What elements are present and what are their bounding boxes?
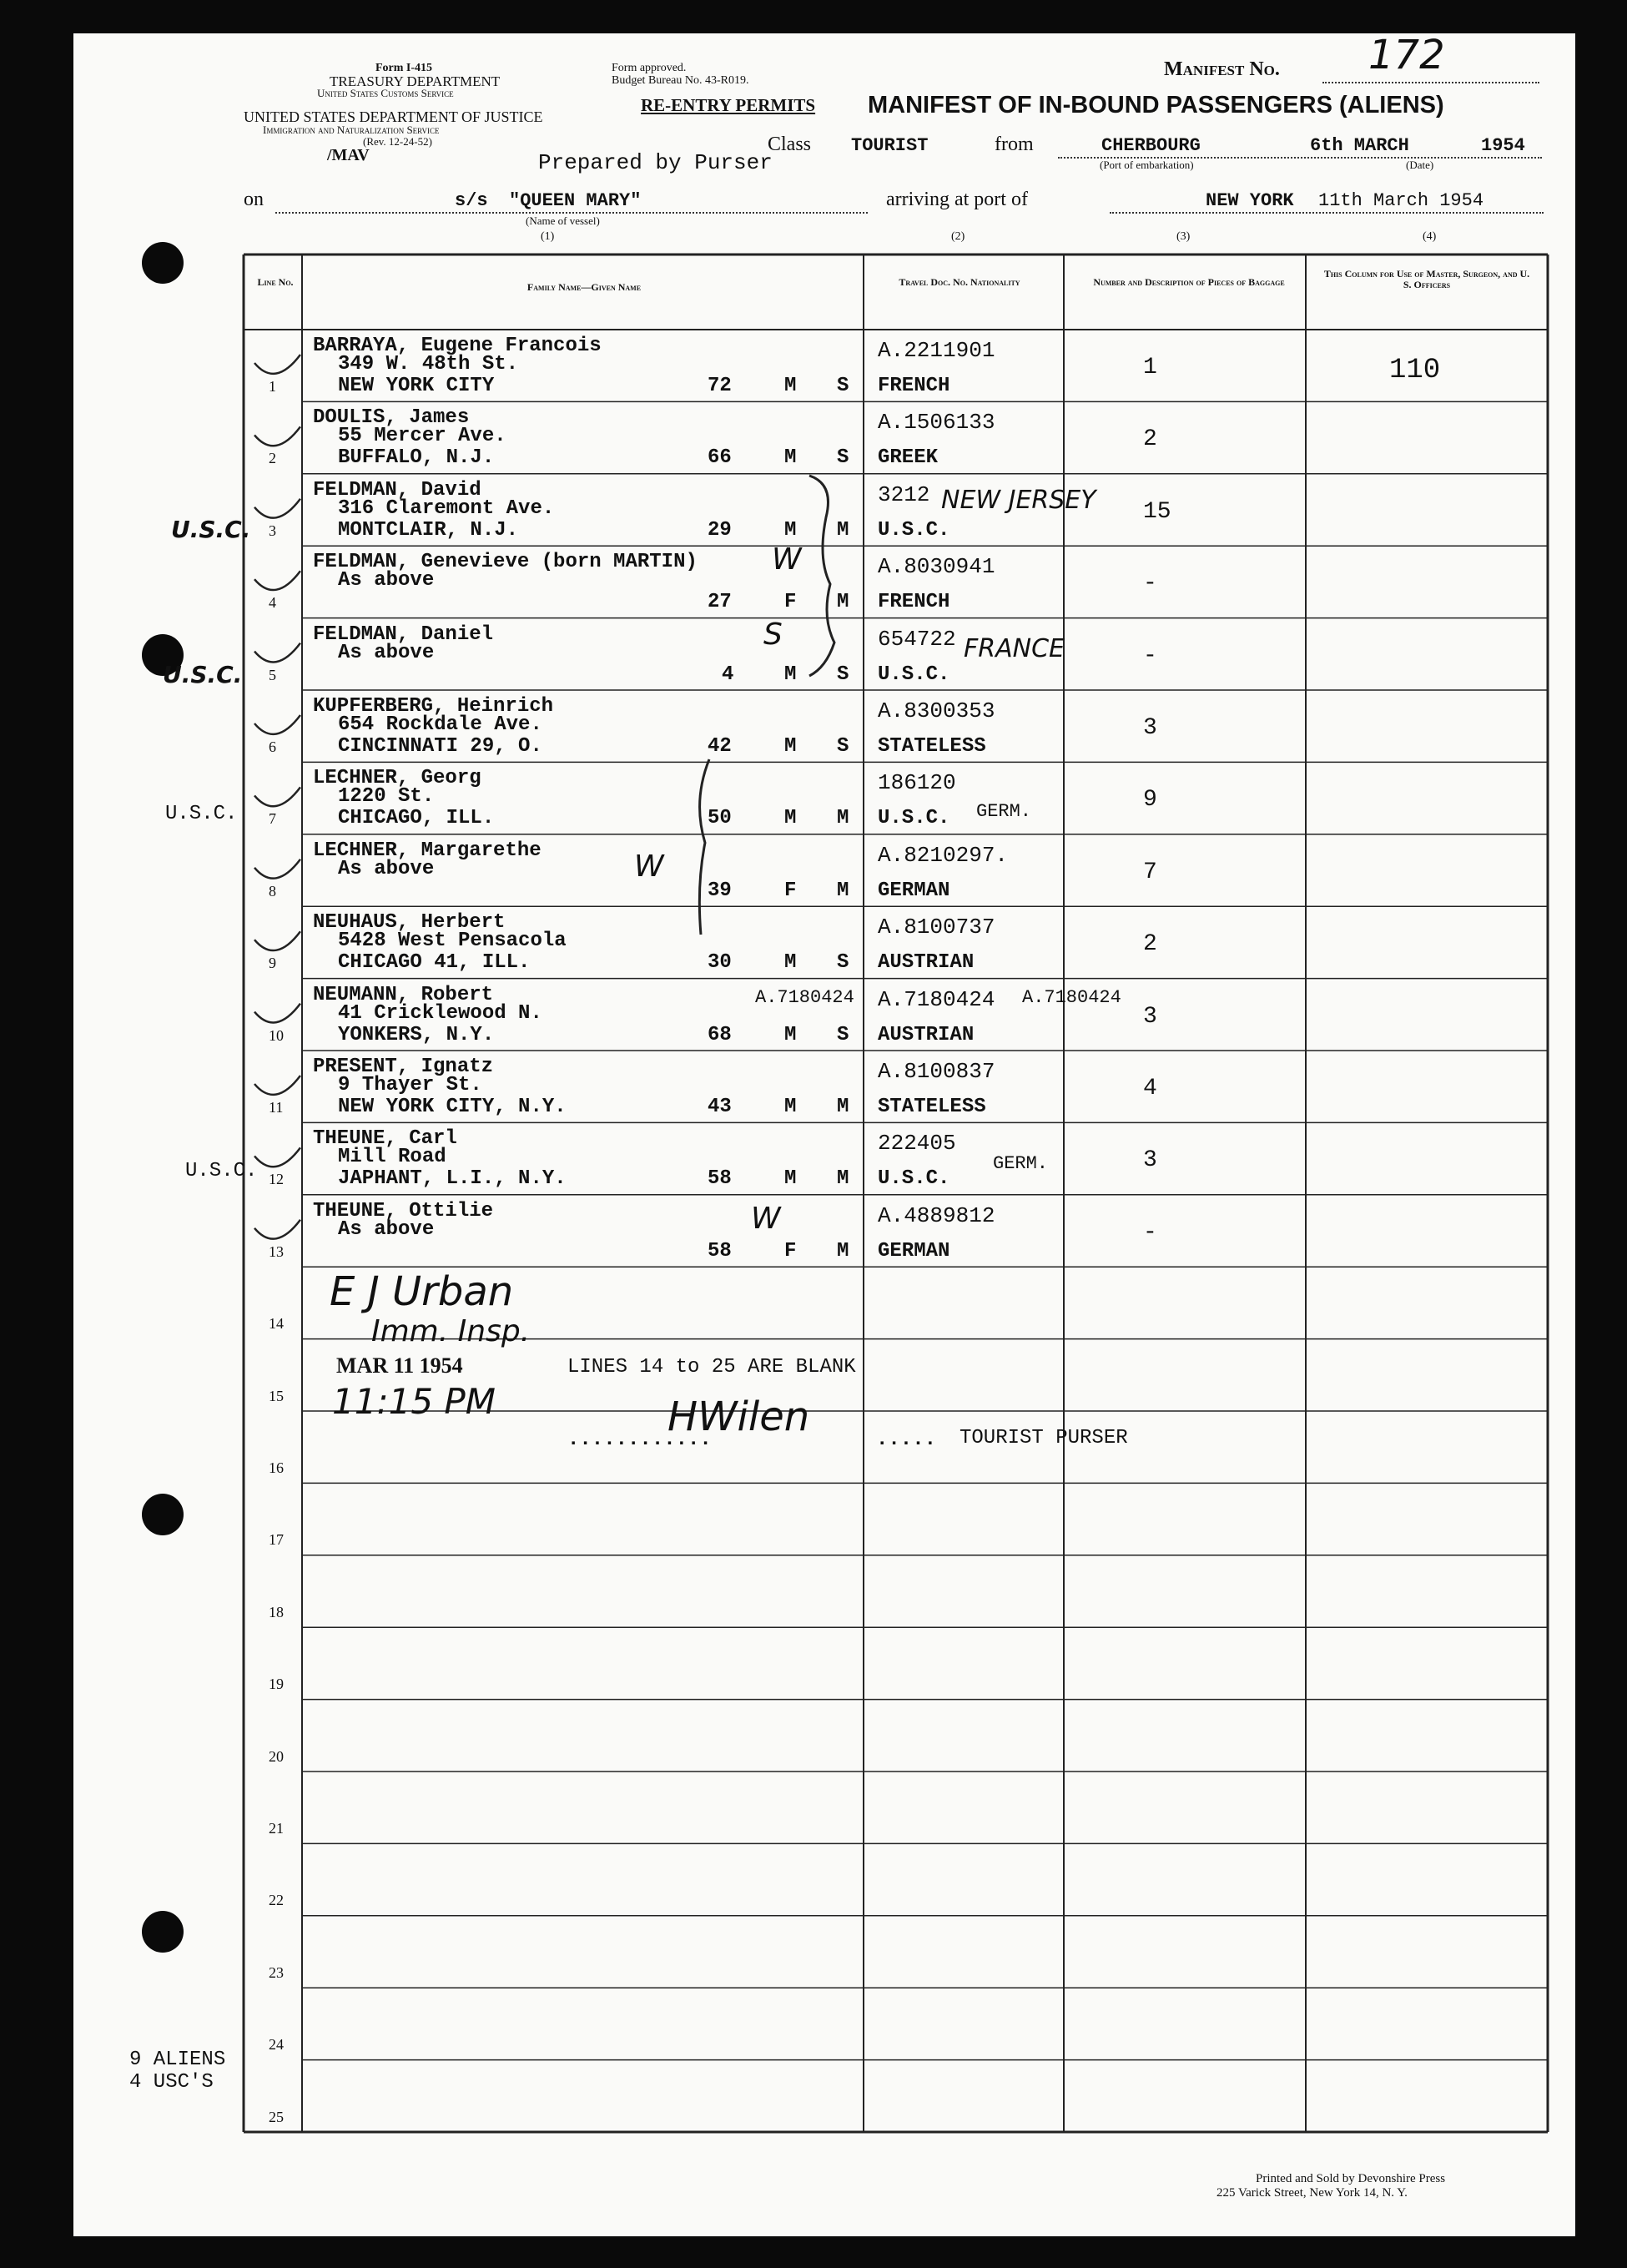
passenger-address: 316 Claremont Ave.	[338, 496, 555, 520]
reentry-permits: RE-ENTRY PERMITS	[641, 95, 816, 115]
passenger-sex: M	[784, 807, 797, 830]
s-annotation: S	[763, 617, 783, 652]
marital-status: S	[837, 375, 849, 397]
treasury-dept: TREASURY DEPARTMENT	[330, 73, 501, 89]
passenger-address: 9 Thayer St.	[338, 1074, 482, 1096]
passenger-city: CHICAGO, ILL.	[338, 807, 495, 830]
vessel-sublabel: (Name of vessel)	[526, 214, 600, 227]
passenger-city: NEW YORK CITY	[338, 375, 495, 397]
travel-doc-number: A.8100737	[878, 915, 995, 940]
passenger-sex: M	[784, 735, 797, 758]
passenger-sex: M	[784, 1023, 797, 1046]
line-number: 9	[269, 955, 276, 972]
family-bracket	[684, 751, 726, 943]
printer-address: 225 Varick Street, New York 14, N. Y.	[1216, 2186, 1408, 2200]
passenger-city: MONTCLAIR, N.J.	[338, 518, 519, 542]
marital-status: M	[837, 1096, 849, 1118]
form-number: Form I-415	[375, 62, 433, 74]
line-number: 23	[269, 1963, 284, 1981]
passenger-name: NEUMANN, Robert	[313, 983, 494, 1006]
line-number: 2	[269, 450, 276, 467]
revision: (Rev. 12-24-52)	[363, 135, 432, 148]
passenger-sex: F	[784, 591, 797, 614]
line-number: 13	[269, 1242, 284, 1260]
line-number: 1	[269, 378, 276, 395]
travel-doc-number: 3212	[878, 481, 930, 507]
col-ref-2: (2)	[951, 230, 965, 243]
marital-status: M	[837, 1239, 849, 1263]
inspection-time: 11:15 PM	[332, 1381, 496, 1422]
purser-signature: HWilen	[667, 1394, 810, 1440]
marital-status: M	[837, 518, 849, 542]
line-number: 3	[269, 522, 276, 539]
col-ref-3: (3)	[1176, 230, 1191, 243]
officer-note: 110	[1389, 355, 1441, 386]
travel-doc-number: A.2211901	[878, 338, 995, 363]
marital-status: S	[837, 446, 849, 470]
vessel-line	[275, 212, 868, 214]
line-number: 20	[269, 1747, 284, 1765]
class-value: TOURIST	[851, 135, 929, 156]
col-ref-1: (1)	[541, 230, 555, 243]
mav-mark: /MAV	[327, 146, 370, 164]
nationality: U.S.C.	[878, 1167, 950, 1191]
nationality: FRENCH	[878, 375, 950, 397]
w-annotation: W	[634, 849, 664, 884]
travel-doc-number: A.4889812	[878, 1202, 995, 1228]
baggage-count: 4	[1143, 1076, 1157, 1101]
nationality: AUSTRIAN	[878, 951, 975, 975]
baggage-count: 3	[1143, 1147, 1157, 1174]
form-approved: Form approved.	[612, 62, 687, 74]
arrival-port: NEW YORK	[1206, 190, 1294, 211]
passenger-city: NEW YORK CITY, N.Y.	[338, 1096, 567, 1118]
baggage-count: 2	[1143, 426, 1157, 453]
usc-annotation: U.S.C.	[163, 661, 243, 688]
line-number: 16	[269, 1459, 284, 1476]
col-header-line-no: Line No.	[257, 276, 294, 288]
justice-dept: UNITED STATES DEPARTMENT OF JUSTICE	[244, 108, 543, 125]
manifest-no-label: Manifest No.	[1164, 58, 1280, 80]
passenger-sex: M	[784, 663, 797, 686]
line-number: 22	[269, 1892, 284, 1909]
w-annotation: W	[751, 1202, 781, 1236]
passenger-sex: F	[784, 879, 797, 902]
from-year: 1954	[1481, 135, 1525, 156]
marital-status: S	[837, 951, 849, 975]
passenger-address: As above	[338, 569, 435, 592]
manifest-number: 172	[1368, 32, 1445, 78]
manifest-title: MANIFEST OF IN-BOUND PASSENGERS (ALIENS)	[868, 92, 1444, 118]
on-label: on	[244, 189, 264, 210]
passenger-name: BARRAYA, Eugene Francois	[313, 335, 602, 357]
passenger-age: 30	[708, 951, 732, 975]
inspection-stamp-date: MAR 11 1954	[336, 1353, 463, 1378]
col-header-travel: Travel Doc. No. Nationality	[899, 276, 1020, 288]
alien-total: 9 ALIENS	[129, 2049, 226, 2071]
arrival-line	[1110, 212, 1544, 214]
usc-total: 4 USC'S	[129, 2071, 214, 2094]
passenger-age: 58	[708, 1167, 732, 1191]
baggage-count: 3	[1143, 715, 1157, 741]
passenger-name: PRESENT, Ignatz	[313, 1056, 494, 1078]
printer-credit: Printed and Sold by Devonshire Press	[1256, 2172, 1446, 2185]
baggage-count: -	[1143, 1219, 1157, 1246]
passenger-name: FELDMAN, Genevieve (born MARTIN)	[313, 551, 698, 574]
passenger-name: FELDMAN, David	[313, 478, 481, 501]
purser-dots: .....	[876, 1429, 937, 1451]
purser-dots: ............	[567, 1429, 712, 1451]
passenger-age: 42	[708, 735, 732, 758]
punch-hole	[142, 242, 184, 284]
ins-service: Immigration and Naturalization Service	[263, 123, 440, 136]
new-jersey-annotation: NEW JERSEY	[941, 486, 1096, 515]
baggage-count: -	[1143, 571, 1157, 597]
nationality: U.S.C.	[878, 518, 950, 542]
travel-doc-number: A.8210297.	[878, 842, 1009, 868]
usc-annotation: U.S.C.	[171, 516, 251, 543]
line-number: 17	[269, 1531, 284, 1549]
arriving-label: arriving at port of	[886, 189, 1028, 210]
line-number: 4	[269, 594, 276, 612]
passenger-sex: M	[784, 518, 797, 542]
passenger-address: 349 W. 48th St.	[338, 353, 519, 375]
line-number: 5	[269, 666, 276, 683]
blank-lines-note: LINES 14 to 25 ARE BLANK	[567, 1356, 856, 1378]
passenger-address: 55 Mercer Ave.	[338, 425, 506, 448]
inspector-signature: E J Urban	[330, 1268, 514, 1315]
germ-annotation: GERM.	[976, 801, 1032, 822]
passenger-age: 39	[708, 879, 732, 902]
prepared-by: Prepared by Purser	[538, 150, 773, 175]
from-label: from	[995, 134, 1034, 155]
baggage-count: -	[1143, 643, 1157, 669]
col-ref-4: (4)	[1423, 230, 1437, 243]
baggage-count: 2	[1143, 931, 1157, 958]
passenger-sex: M	[784, 375, 797, 397]
germ-annotation: GERM.	[993, 1153, 1049, 1174]
passenger-sex: M	[784, 951, 797, 975]
vessel-prefix: s/s	[455, 190, 488, 211]
nationality: STATELESS	[878, 1096, 986, 1118]
col-header-name: Family Name—Given Name	[526, 281, 642, 293]
line-number: 7	[269, 810, 276, 828]
nationality: GERMAN	[878, 879, 950, 902]
nationality: GREEK	[878, 446, 939, 470]
purser-title: TOURIST PURSER	[960, 1427, 1128, 1449]
travel-doc-number: A.1506133	[878, 410, 995, 436]
passenger-address: Mill Road	[338, 1146, 446, 1169]
passenger-name: LECHNER, Georg	[313, 767, 481, 790]
passenger-address: 5428 West Pensacola	[338, 930, 567, 953]
punch-hole	[142, 1911, 184, 1953]
arrival-date: 11th March 1954	[1318, 190, 1484, 211]
passenger-age: 27	[708, 591, 732, 614]
nationality: AUSTRIAN	[878, 1023, 975, 1046]
nationality: STATELESS	[878, 735, 986, 758]
punch-hole	[142, 1494, 184, 1535]
usc-annotation: U.S.C.	[185, 1160, 258, 1182]
travel-doc-number: A.8300353	[878, 698, 995, 723]
passenger-name: FELDMAN, Daniel	[313, 622, 494, 646]
passenger-sex: M	[784, 1096, 797, 1118]
marital-status: S	[837, 663, 849, 686]
budget-bureau: Budget Bureau No. 43-R019.	[612, 74, 749, 87]
marital-status: M	[837, 591, 849, 614]
vessel-name: "QUEEN MARY"	[509, 190, 642, 211]
family-bracket	[801, 467, 851, 684]
doc-correction: A.7180424	[1022, 987, 1121, 1008]
line-number: 12	[269, 1171, 284, 1188]
doc-correction: A.7180424	[755, 987, 854, 1008]
travel-doc-number: 222405	[878, 1131, 956, 1157]
passenger-city: CINCINNATI 29, O.	[338, 735, 542, 758]
passenger-name: DOULIS, James	[313, 406, 470, 430]
from-date: 6th MARCH	[1310, 135, 1409, 156]
usc-annotation: U.S.C.	[165, 803, 238, 825]
passenger-city: JAPHANT, L.I., N.Y.	[338, 1167, 567, 1191]
travel-doc-number: A.7180424	[878, 986, 995, 1012]
marital-status: S	[837, 1023, 849, 1046]
line-number: 25	[269, 2108, 284, 2125]
passenger-city: BUFFALO, N.J.	[338, 446, 495, 470]
class-label: Class	[768, 134, 812, 155]
from-port: CHERBOURG	[1101, 135, 1201, 156]
travel-doc-number: A.8030941	[878, 554, 995, 580]
passenger-address: 1220 St.	[338, 785, 435, 809]
passenger-age: 58	[708, 1239, 732, 1263]
col-header-officers: This Column for Use of Master, Surgeon, and U. S. Officers	[1323, 268, 1530, 290]
passenger-sex: F	[784, 1239, 797, 1263]
line-number: 21	[269, 1820, 284, 1837]
passenger-name: THEUNE, Ottilie	[313, 1199, 494, 1222]
manifest-page	[73, 33, 1575, 2236]
passenger-age: 68	[708, 1023, 732, 1046]
france-annotation: FRANCE	[964, 634, 1065, 663]
travel-doc-number: 654722	[878, 626, 956, 652]
nationality: GERMAN	[878, 1239, 950, 1263]
line-number: 6	[269, 738, 276, 755]
passenger-age: 4	[722, 663, 734, 686]
line-number: 11	[269, 1099, 284, 1116]
travel-doc-number: A.8100837	[878, 1059, 995, 1084]
inspector-title: Imm. Insp.	[371, 1314, 531, 1348]
baggage-count: 1	[1143, 355, 1157, 381]
col-header-baggage: Number and Description of Pieces of Baggage	[1093, 276, 1285, 288]
line-number: 15	[269, 1387, 284, 1404]
nationality: U.S.C.	[878, 663, 950, 686]
marital-status: M	[837, 1167, 849, 1191]
baggage-count: 15	[1143, 498, 1171, 525]
nationality: FRENCH	[878, 591, 950, 614]
baggage-count: 7	[1143, 859, 1157, 885]
passenger-sex: M	[784, 1167, 797, 1191]
line-number: 24	[269, 2036, 284, 2054]
passenger-address: As above	[338, 857, 435, 880]
passenger-sex: M	[784, 446, 797, 470]
marital-status: M	[837, 807, 849, 830]
passenger-name: NEUHAUS, Herbert	[313, 911, 506, 935]
w-annotation: W	[772, 542, 802, 577]
passenger-age: 50	[708, 807, 732, 830]
marital-status: S	[837, 735, 849, 758]
line-number: 19	[269, 1676, 284, 1693]
passenger-address: 41 Cricklewood N.	[338, 1001, 542, 1025]
passenger-name: THEUNE, Carl	[313, 1127, 457, 1151]
passenger-address: As above	[338, 641, 435, 664]
line-number: 18	[269, 1603, 284, 1620]
passenger-age: 66	[708, 446, 732, 470]
line-number: 14	[269, 1315, 284, 1333]
passenger-age: 72	[708, 375, 732, 397]
passenger-age: 29	[708, 518, 732, 542]
passenger-city: YONKERS, N.Y.	[338, 1023, 495, 1046]
line-number: 10	[269, 1026, 284, 1044]
passenger-address: 654 Rockdale Ave.	[338, 713, 542, 736]
line-number: 8	[269, 882, 276, 900]
customs-service: United States Customs Service	[317, 87, 454, 99]
nationality: U.S.C.	[878, 807, 950, 830]
passenger-name: LECHNER, Margarethe	[313, 839, 541, 862]
passenger-address: As above	[338, 1217, 435, 1241]
baggage-count: 9	[1143, 787, 1157, 814]
port-embark-label: (Port of embarkation)	[1100, 159, 1194, 171]
marital-status: M	[837, 879, 849, 902]
travel-doc-number: 186120	[878, 770, 956, 796]
baggage-count: 3	[1143, 1003, 1157, 1030]
passenger-name: KUPFERBERG, Heinrich	[313, 695, 554, 718]
passenger-city: CHICAGO 41, ILL.	[338, 951, 531, 975]
date-sublabel: (Date)	[1406, 159, 1434, 171]
manifest-no-line	[1322, 82, 1539, 83]
passenger-age: 43	[708, 1096, 732, 1118]
